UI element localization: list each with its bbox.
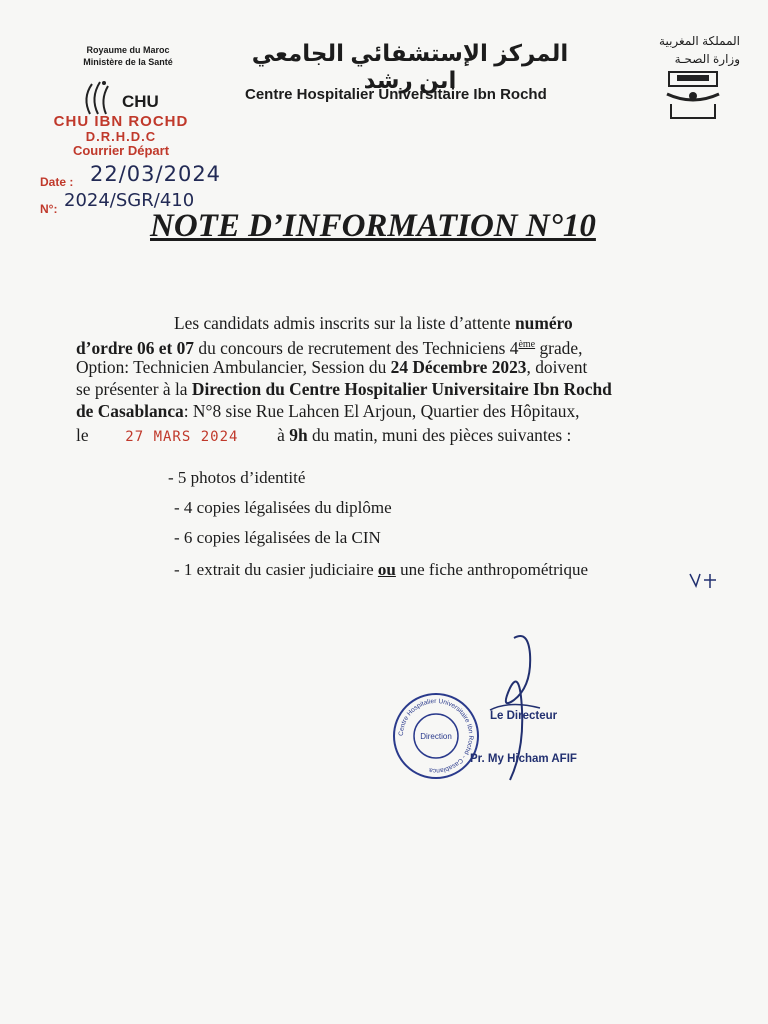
- paragraph-text: à: [277, 425, 285, 445]
- list-item-text: une fiche anthropométrique: [400, 560, 589, 579]
- stamp-number-value: 2024/SGR/410: [64, 190, 195, 211]
- paragraph-text: du matin, muni des pièces suivantes :: [311, 425, 572, 445]
- paragraph-text: Les candidats admis inscrits sur la liste d’attente: [174, 313, 511, 333]
- list-item-text: - 1 extrait du casier judiciaire: [174, 560, 374, 579]
- paragraph-line-6: [76, 424, 571, 448]
- paragraph-text: se présenter à la: [76, 379, 188, 399]
- list-item-or: ou: [377, 560, 396, 579]
- stamp-number-label: N°:: [40, 202, 58, 216]
- paragraph-line-3: [76, 356, 587, 378]
- paragraph-line-1: [174, 312, 573, 334]
- paragraph-bold: 9h: [289, 425, 308, 445]
- paragraph-line-5: [76, 400, 580, 422]
- paragraph-line-4: [76, 378, 612, 400]
- list-item: - 5 photos d’identité: [168, 468, 306, 487]
- ministry-fr: Ministère de la Santé: [83, 57, 173, 67]
- paragraph-bold: Direction du Centre Hospitalier Universitaire Ibn Rochd: [191, 379, 612, 399]
- signatory-name: Pr. My Hicham AFIF: [470, 753, 577, 765]
- paragraph-bold: de Casablanca: [76, 401, 184, 421]
- ministry-arabic: وزارة الصحـة: [674, 52, 740, 66]
- hospital-name-french: Centre Hospitalier Universitaire Ibn Rochd: [245, 86, 547, 103]
- seal-center-text: Direction: [420, 732, 452, 741]
- stamp-department: D.R.H.D.C: [85, 129, 157, 144]
- paragraph-text: Option: Technicien Ambulancier, Session du: [76, 357, 387, 377]
- stamp-courrier: Courrier Départ: [72, 143, 170, 158]
- handwritten-initials-icon: [688, 570, 722, 590]
- seal-ring-text: Centre Hospitalier Universitaire Ibn Rochd - Casablanca: [397, 697, 475, 775]
- paragraph-bold: d’ordre 06 et 07: [76, 337, 195, 358]
- date-stamp: 27 MARS 2024: [125, 429, 239, 445]
- superscript: ème: [518, 339, 536, 350]
- paragraph-bold: 24 Décembre 2023: [390, 357, 527, 377]
- paragraph-text: grade,: [539, 337, 583, 358]
- paragraph-text: le: [76, 425, 89, 445]
- hospital-name-arabic: المركز الإستشفائي الجامعي ابن رشد: [251, 40, 569, 93]
- paragraph-text: , doivent: [526, 357, 588, 377]
- list-item: [174, 560, 588, 580]
- ministry-arabic-block: [628, 32, 740, 68]
- paragraph-bold: numéro: [514, 313, 573, 333]
- document-title: NOTE D’INFORMATION N°10: [150, 208, 596, 244]
- kingdom-arabic: المملكة المغربية: [659, 34, 740, 48]
- paragraph-text: du concours de recrutement des Techniciens 4: [198, 337, 519, 358]
- list-item: - 4 copies légalisées du diplôme: [174, 498, 392, 517]
- kingdom-ministry-block: [72, 44, 184, 68]
- courrier-stamp: [36, 113, 206, 158]
- ministry-logo-icon: [665, 70, 721, 122]
- signatory-title: Le Directeur: [490, 710, 558, 722]
- stamp-date-label: Date :: [40, 175, 74, 189]
- chu-logo-text: CHU: [122, 92, 159, 111]
- stamp-date-value: 22/03/2024: [90, 162, 222, 186]
- paragraph-text: : N°8 sise Rue Lahcen El Arjoun, Quartier des Hôpitaux,: [183, 401, 580, 421]
- kingdom-fr: Royaume du Maroc: [86, 45, 170, 55]
- stamp-chu-name: CHU IBN ROCHD: [53, 113, 189, 130]
- list-item: - 6 copies légalisées de la CIN: [174, 528, 381, 547]
- direction-seal-icon: [390, 690, 482, 782]
